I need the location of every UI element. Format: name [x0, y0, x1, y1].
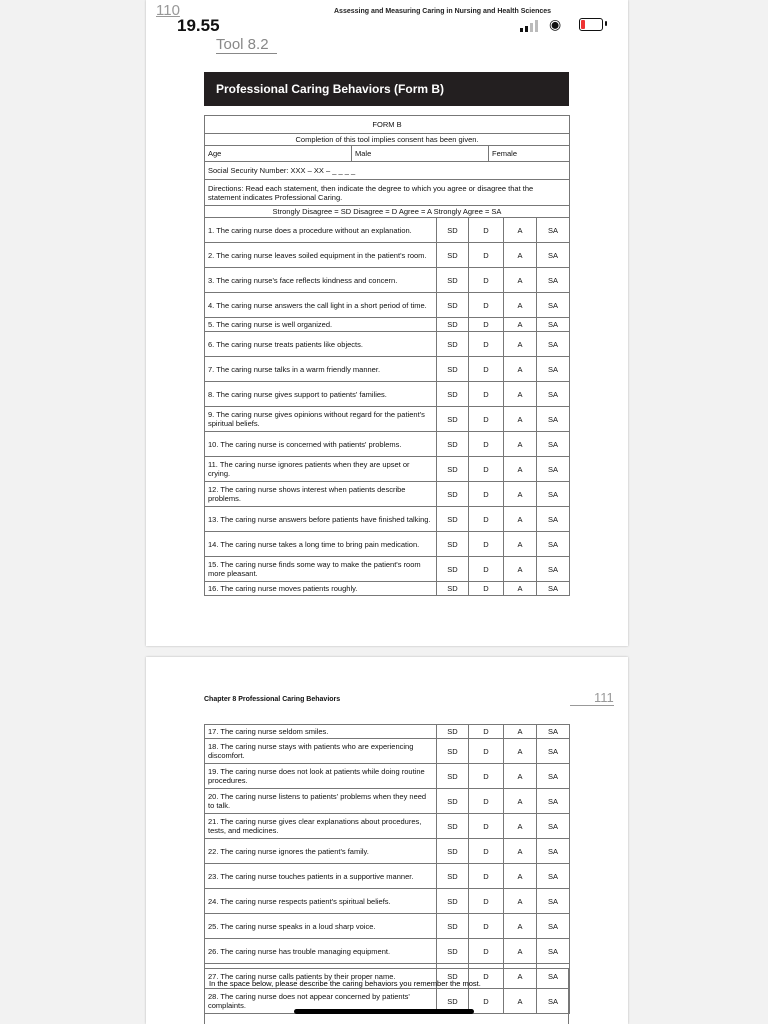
table-row [205, 293, 570, 318]
item-statement: 10. The caring nurse is concerned with patients' problems. [205, 432, 437, 457]
option-sa[interactable]: SA [537, 764, 570, 789]
option-sa[interactable]: SA [537, 382, 570, 407]
table-row [205, 457, 570, 482]
option-sa[interactable]: SA [537, 964, 570, 989]
option-sd[interactable]: SD [437, 432, 469, 457]
option-sd[interactable]: SD [437, 814, 469, 839]
rating-scale-key: Strongly Disagree = SD Disagree = D Agree = A Strongly Agree = SA [205, 206, 570, 218]
option-d[interactable]: D [469, 532, 504, 557]
ssn-field[interactable]: Social Security Number: XXX – XX – _ _ _ _ [205, 162, 570, 180]
option-d[interactable]: D [469, 989, 504, 1014]
status-time: 19.55 [177, 16, 220, 35]
option-sd[interactable]: SD [437, 293, 469, 318]
item-statement: 21. The caring nurse gives clear explanations about procedures, tests, and medicines. [205, 814, 437, 839]
option-sd[interactable]: SD [437, 839, 469, 864]
option-sa[interactable]: SA [537, 739, 570, 764]
item-statement: 26. The caring nurse has trouble managing equipment. [205, 939, 437, 964]
option-a[interactable]: A [504, 243, 537, 268]
item-statement: 1. The caring nurse does a procedure without an explanation. [205, 218, 437, 243]
item-statement: 11. The caring nurse ignores patients when they are upset or crying. [205, 457, 437, 482]
option-sd[interactable]: SD [437, 889, 469, 914]
option-a[interactable]: A [504, 507, 537, 532]
option-a[interactable]: A [504, 764, 537, 789]
table-row [205, 432, 570, 457]
form-label: FORM B [205, 116, 570, 134]
option-a[interactable]: A [504, 914, 537, 939]
chapter-head: Chapter 8 Professional Caring Behaviors [204, 696, 341, 703]
item-statement: 17. The caring nurse seldom smiles. [205, 725, 437, 739]
item-statement: 9. The caring nurse gives opinions without regard for the patient's spiritual beliefs. [205, 407, 437, 432]
table-row [205, 739, 570, 764]
option-sa[interactable]: SA [537, 939, 570, 964]
table-row [205, 789, 570, 814]
option-a[interactable]: A [504, 382, 537, 407]
option-sa[interactable]: SA [537, 243, 570, 268]
option-sa[interactable]: SA [537, 332, 570, 357]
item-statement: 6. The caring nurse treats patients like objects. [205, 332, 437, 357]
option-sa[interactable]: SA [537, 839, 570, 864]
option-sd[interactable]: SD [437, 532, 469, 557]
option-d[interactable]: D [469, 268, 504, 293]
running-head: Assessing and Measuring Caring in Nursing and Health Sciences [334, 8, 552, 15]
option-d[interactable]: D [469, 764, 504, 789]
option-sa[interactable]: SA [537, 268, 570, 293]
option-sd[interactable]: SD [437, 507, 469, 532]
option-a[interactable]: A [504, 864, 537, 889]
item-statement: 22. The caring nurse ignores the patient's family. [205, 839, 437, 864]
option-a[interactable]: A [504, 318, 537, 332]
option-sa[interactable]: SA [537, 357, 570, 382]
option-sd[interactable]: SD [437, 407, 469, 432]
open-response-area[interactable] [204, 968, 569, 1024]
table-row [205, 268, 570, 293]
option-d[interactable]: D [469, 432, 504, 457]
option-a[interactable]: A [504, 814, 537, 839]
option-a[interactable]: A [504, 839, 537, 864]
option-d[interactable]: D [469, 507, 504, 532]
option-sa[interactable]: SA [537, 989, 570, 1014]
option-a[interactable]: A [504, 268, 537, 293]
option-a[interactable]: A [504, 218, 537, 243]
option-sd[interactable]: SD [437, 557, 469, 582]
option-sd[interactable]: SD [437, 243, 469, 268]
option-a[interactable]: A [504, 357, 537, 382]
table-row [205, 318, 570, 332]
option-sa[interactable]: SA [537, 293, 570, 318]
option-d[interactable]: D [469, 318, 504, 332]
option-d[interactable]: D [469, 814, 504, 839]
table-row [205, 243, 570, 268]
table-row [205, 864, 570, 889]
option-a[interactable]: A [504, 432, 537, 457]
option-a[interactable]: A [504, 407, 537, 432]
option-sa[interactable]: SA [537, 914, 570, 939]
option-sa[interactable]: SA [537, 457, 570, 482]
item-statement: 15. The caring nurse finds some way to make the patient's room more pleasant. [205, 557, 437, 582]
option-a[interactable]: A [504, 725, 537, 739]
option-sd[interactable]: SD [437, 939, 469, 964]
option-a[interactable]: A [504, 457, 537, 482]
option-sa[interactable]: SA [537, 482, 570, 507]
option-sd[interactable]: SD [437, 725, 469, 739]
option-a[interactable]: A [504, 482, 537, 507]
option-a[interactable]: A [504, 989, 537, 1014]
option-d[interactable]: D [469, 939, 504, 964]
caring-behaviors-form [204, 115, 570, 596]
item-statement: 19. The caring nurse does not look at patients while doing routine procedures. [205, 764, 437, 789]
home-indicator[interactable] [294, 1009, 474, 1014]
option-sd[interactable]: SD [437, 318, 469, 332]
option-sa[interactable]: SA [537, 582, 570, 596]
option-sd[interactable]: SD [437, 457, 469, 482]
option-sd[interactable]: SD [437, 964, 469, 989]
option-d[interactable]: D [469, 218, 504, 243]
table-row [205, 357, 570, 382]
table-row [205, 332, 570, 357]
item-statement: 28. The caring nurse does not appear concerned by patients' complaints. [205, 989, 437, 1014]
form-title: Professional Caring Behaviors (Form B) [204, 72, 569, 106]
option-sa[interactable]: SA [537, 318, 570, 332]
option-d[interactable]: D [469, 789, 504, 814]
open-response-prompt: In the space below, please describe the caring behaviors you remember the most. [209, 979, 481, 988]
age-field[interactable]: Age [205, 146, 352, 161]
items-list-page1 [205, 218, 570, 596]
option-sd[interactable]: SD [437, 357, 469, 382]
wifi-icon: ◉ [549, 16, 562, 32]
option-d[interactable]: D [469, 382, 504, 407]
table-row [205, 914, 570, 939]
option-d[interactable]: D [469, 557, 504, 582]
item-statement: 27. The caring nurse calls patients by their proper name. [205, 964, 437, 989]
table-row [205, 814, 570, 839]
table-row [205, 725, 570, 739]
option-sa[interactable]: SA [537, 725, 570, 739]
option-sd[interactable]: SD [437, 218, 469, 243]
table-row [205, 764, 570, 789]
item-statement: 13. The caring nurse answers before patients have finished talking. [205, 507, 437, 532]
item-statement: 24. The caring nurse respects patient's spiritual beliefs. [205, 889, 437, 914]
option-a[interactable]: A [504, 739, 537, 764]
option-sd[interactable]: SD [437, 582, 469, 596]
option-d[interactable]: D [469, 864, 504, 889]
option-d[interactable]: D [469, 914, 504, 939]
option-sa[interactable]: SA [537, 814, 570, 839]
option-d[interactable]: D [469, 964, 504, 989]
item-statement: 3. The caring nurse's face reflects kindness and concern. [205, 268, 437, 293]
option-d[interactable]: D [469, 725, 504, 739]
cellular-signal-icon [520, 20, 540, 32]
option-sa[interactable]: SA [537, 407, 570, 432]
option-sa[interactable]: SA [537, 507, 570, 532]
option-a[interactable]: A [504, 332, 537, 357]
table-row [205, 839, 570, 864]
option-d[interactable]: D [469, 357, 504, 382]
page-number-111: 111 [570, 690, 614, 706]
item-statement: 18. The caring nurse stays with patients who are experiencing discomfort. [205, 739, 437, 764]
tool-label: Tool 8.2 [216, 36, 277, 54]
table-row [205, 532, 570, 557]
option-sd[interactable]: SD [437, 382, 469, 407]
option-sd[interactable]: SD [437, 482, 469, 507]
option-sa[interactable]: SA [537, 889, 570, 914]
option-d[interactable]: D [469, 293, 504, 318]
item-statement: 5. The caring nurse is well organized. [205, 318, 437, 332]
option-a[interactable]: A [504, 532, 537, 557]
table-row [205, 939, 570, 964]
item-statement: 20. The caring nurse listens to patients' problems when they need to talk. [205, 789, 437, 814]
page-number-110: 110 [156, 2, 180, 19]
option-d[interactable]: D [469, 332, 504, 357]
battery-tip-icon [605, 21, 607, 26]
table-row [205, 218, 570, 243]
item-statement: 2. The caring nurse leaves soiled equipment in the patient's room. [205, 243, 437, 268]
option-sa[interactable]: SA [537, 864, 570, 889]
item-statement: 16. The caring nurse moves patients roughly. [205, 582, 437, 596]
male-option[interactable]: Male [352, 146, 489, 161]
option-d[interactable]: D [469, 457, 504, 482]
option-sd[interactable]: SD [437, 789, 469, 814]
table-row [205, 507, 570, 532]
item-statement: 25. The caring nurse speaks in a loud sharp voice. [205, 914, 437, 939]
consent-note: Completion of this tool implies consent has been given. [205, 134, 570, 146]
item-statement: 14. The caring nurse takes a long time to bring pain medication. [205, 532, 437, 557]
option-a[interactable]: A [504, 293, 537, 318]
table-row [205, 382, 570, 407]
table-row [205, 889, 570, 914]
table-row [205, 582, 570, 596]
option-sd[interactable]: SD [437, 268, 469, 293]
option-sd[interactable]: SD [437, 764, 469, 789]
option-a[interactable]: A [504, 964, 537, 989]
item-statement: 12. The caring nurse shows interest when patients describe problems. [205, 482, 437, 507]
option-sa[interactable]: SA [537, 789, 570, 814]
item-statement: 7. The caring nurse talks in a warm friendly manner. [205, 357, 437, 382]
table-row [205, 557, 570, 582]
option-a[interactable]: A [504, 789, 537, 814]
option-sa[interactable]: SA [537, 557, 570, 582]
option-d[interactable]: D [469, 889, 504, 914]
option-d[interactable]: D [469, 582, 504, 596]
battery-icon [579, 18, 603, 31]
item-statement: 4. The caring nurse answers the call light in a short period of time. [205, 293, 437, 318]
option-sd[interactable]: SD [437, 332, 469, 357]
option-sa[interactable]: SA [537, 432, 570, 457]
option-sd[interactable]: SD [437, 989, 469, 1014]
table-row [205, 482, 570, 507]
option-sa[interactable]: SA [537, 532, 570, 557]
item-statement: 8. The caring nurse gives support to patients' families. [205, 382, 437, 407]
option-sa[interactable]: SA [537, 218, 570, 243]
option-sd[interactable]: SD [437, 864, 469, 889]
directions: Directions: Read each statement, then indicate the degree to which you agree or disagree that the statement indicates Professional Caring. [205, 180, 570, 206]
status-bar [0, 0, 768, 40]
option-d[interactable]: D [469, 839, 504, 864]
table-row [205, 407, 570, 432]
option-sd[interactable]: SD [437, 914, 469, 939]
option-d[interactable]: D [469, 407, 504, 432]
option-a[interactable]: A [504, 889, 537, 914]
option-d[interactable]: D [469, 482, 504, 507]
option-d[interactable]: D [469, 739, 504, 764]
option-a[interactable]: A [504, 939, 537, 964]
item-statement: 23. The caring nurse touches patients in a supportive manner. [205, 864, 437, 889]
option-d[interactable]: D [469, 243, 504, 268]
option-a[interactable]: A [504, 582, 537, 596]
option-a[interactable]: A [504, 557, 537, 582]
option-sd[interactable]: SD [437, 739, 469, 764]
female-option[interactable]: Female [492, 149, 518, 158]
